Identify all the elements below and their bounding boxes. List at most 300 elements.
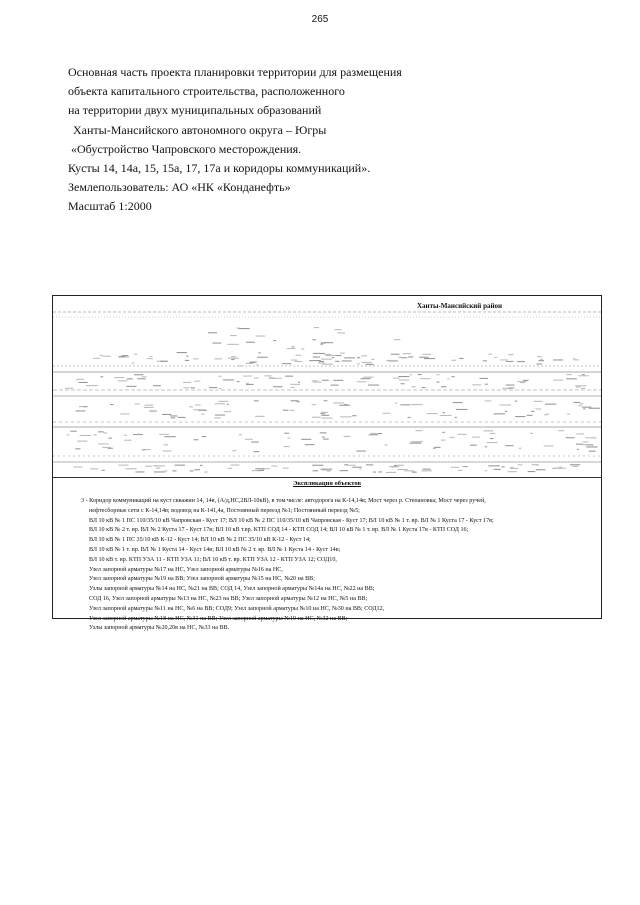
map-label-mark xyxy=(119,356,125,357)
map-label-mark xyxy=(337,332,345,333)
map-label-mark xyxy=(320,413,325,414)
map-label-mark xyxy=(389,466,399,467)
map-label-mark xyxy=(408,356,413,357)
map-label-mark xyxy=(227,344,239,345)
map-label-mark xyxy=(333,380,343,381)
map-label-mark xyxy=(312,404,316,405)
map-label-mark xyxy=(93,434,97,435)
map-label-mark xyxy=(208,332,217,333)
map-label-mark xyxy=(485,384,488,385)
map-label-mark xyxy=(132,363,135,364)
map-label-mark xyxy=(377,433,382,434)
map-label-mark xyxy=(530,433,533,434)
map-label-mark xyxy=(500,404,511,405)
map-label-mark xyxy=(145,405,154,406)
map-label-mark xyxy=(273,386,282,387)
map-label-mark xyxy=(415,441,423,442)
map-label-mark xyxy=(386,360,393,361)
map-label-mark xyxy=(120,413,129,414)
map-label-mark xyxy=(545,404,556,405)
map-label-mark xyxy=(228,468,232,469)
map-label-mark xyxy=(215,403,225,404)
heading-line: на территории двух муниципальных образований xyxy=(68,103,322,118)
map-label-mark xyxy=(291,400,299,401)
map-label-mark xyxy=(254,400,259,401)
map-label-mark xyxy=(373,472,376,473)
map-label-mark xyxy=(515,401,517,402)
map-label-mark xyxy=(536,363,542,364)
map-label-mark xyxy=(227,404,229,405)
map-label-mark xyxy=(567,414,570,415)
map-label-mark xyxy=(420,378,430,379)
map-label-mark xyxy=(423,469,431,470)
map-label-mark xyxy=(464,466,467,467)
map-label-mark xyxy=(508,387,514,388)
map-label-mark xyxy=(582,407,591,408)
map-label-mark xyxy=(118,465,128,466)
heading-line: Кусты 14, 14а, 15, 15а, 17, 17а и коридоры коммуникаций». xyxy=(68,161,371,176)
map-label-mark xyxy=(273,340,276,341)
map-label-mark xyxy=(313,382,322,383)
map-label-mark xyxy=(98,443,109,444)
map-label-mark xyxy=(574,359,579,360)
map-label-mark xyxy=(450,437,455,438)
map-label-mark xyxy=(321,412,328,413)
map-label-mark xyxy=(214,417,220,418)
map-label-mark xyxy=(194,381,197,382)
map-label-mark xyxy=(159,434,169,435)
map-label-mark xyxy=(237,365,244,366)
map-label-mark xyxy=(505,411,507,412)
map-label-mark xyxy=(576,387,580,388)
map-label-mark xyxy=(90,468,98,469)
map-label-mark xyxy=(412,472,417,473)
map-label-mark xyxy=(442,432,445,433)
map-label-mark xyxy=(583,408,585,409)
map-label-mark xyxy=(258,352,261,353)
map-label-mark xyxy=(292,346,295,347)
map-label-mark xyxy=(313,357,320,358)
map-label-mark xyxy=(251,442,259,443)
map-label-mark xyxy=(580,403,583,404)
map-label-mark xyxy=(320,432,327,433)
legend-line: ВЛ 10 кВ № 1 ПС 35/10 кВ К-12 - Куст 14; ВЛ 10 кВ № 2 ПС 35/10 кВ К-12 - Куст 14; xyxy=(89,537,311,544)
map-label-mark xyxy=(576,433,584,434)
map-label-mark xyxy=(233,450,237,451)
map-label-mark xyxy=(339,405,350,406)
map-label-mark xyxy=(197,381,200,382)
map-label-mark xyxy=(305,444,315,445)
map-label-mark xyxy=(488,354,492,355)
map-label-mark xyxy=(103,432,107,433)
map-label-mark xyxy=(135,403,140,404)
map-label-mark xyxy=(322,380,329,381)
map-label-mark xyxy=(424,358,435,359)
map-label-mark xyxy=(231,359,234,360)
map-label-mark xyxy=(544,445,554,446)
map-label-mark xyxy=(160,361,168,362)
map-label-mark xyxy=(102,470,105,471)
map-label-mark xyxy=(127,378,133,379)
map-label-mark xyxy=(110,404,114,405)
map-label-mark xyxy=(532,464,537,465)
map-label-mark xyxy=(218,376,221,377)
map-label-mark xyxy=(323,439,329,440)
map-label-mark xyxy=(361,355,367,356)
map-label-mark xyxy=(265,375,272,376)
map-label-mark xyxy=(575,385,586,386)
map-label-mark xyxy=(371,359,374,360)
map-label-mark xyxy=(378,471,382,472)
legend-line: Узел запорной арматуры №19 на ВВ; Узел запорной арматуры №15 на НС, №20 на ВВ; xyxy=(89,576,315,583)
map-label-mark xyxy=(218,401,228,402)
map-label-mark xyxy=(296,355,302,356)
map-label-mark xyxy=(238,328,249,329)
map-label-mark xyxy=(185,360,189,361)
map-label-mark xyxy=(322,469,327,470)
map-label-mark xyxy=(427,413,438,414)
map-label-mark xyxy=(366,364,374,365)
map-label-mark xyxy=(340,470,349,471)
map-label-mark xyxy=(255,468,264,469)
map-label-mark xyxy=(528,471,536,472)
planning-map xyxy=(53,296,601,478)
legend-line: ВЛ 10 кВ т. вр. КТП УЗА 11 - КТП УЗА 11; ВЛ 10 кВ т. вр. КТП УЗА 12 - КТП УЗА 12; СОД10, xyxy=(89,556,337,563)
map-label-mark xyxy=(153,385,161,386)
map-label-mark xyxy=(515,416,525,417)
map-label-mark xyxy=(589,451,596,452)
map-label-mark xyxy=(231,465,240,466)
map-label-mark xyxy=(494,469,501,470)
map-label-mark xyxy=(447,379,449,380)
map-label-mark xyxy=(410,374,412,375)
legend-body xyxy=(81,497,591,634)
map-label-mark xyxy=(472,384,481,385)
map-label-mark xyxy=(219,388,221,389)
map-label-mark xyxy=(422,387,426,388)
map-label-mark xyxy=(320,344,323,345)
legend-line: Узел запорной арматуры №17 на НС, Узел запорной арматуры №16 на НС, xyxy=(89,566,283,573)
map-label-mark xyxy=(291,387,295,388)
map-label-mark xyxy=(256,336,265,337)
map-label-mark xyxy=(403,353,406,354)
map-label-mark xyxy=(419,357,429,358)
map-label-mark xyxy=(494,357,497,358)
map-label-mark xyxy=(224,411,231,412)
map-label-mark xyxy=(352,415,357,416)
map-label-mark xyxy=(506,361,513,362)
map-label-mark xyxy=(309,360,321,361)
map-label-mark xyxy=(459,358,463,359)
map-label-mark xyxy=(357,357,360,358)
map-label-mark xyxy=(76,379,84,380)
map-label-mark xyxy=(458,470,463,471)
map-label-mark xyxy=(386,472,396,473)
map-label-mark xyxy=(502,466,505,467)
map-label-mark xyxy=(193,358,198,359)
map-label-mark xyxy=(483,360,487,361)
map-label-mark xyxy=(257,357,268,358)
map-label-mark xyxy=(183,382,191,383)
map-label-mark xyxy=(324,342,334,343)
map-label-mark xyxy=(313,470,318,471)
map-label-mark xyxy=(393,378,400,379)
map-label-mark xyxy=(411,404,423,405)
map-label-mark xyxy=(144,407,154,408)
map-label-mark xyxy=(124,435,127,436)
map-label-mark xyxy=(175,465,185,466)
map-label-mark xyxy=(401,383,405,384)
map-label-mark xyxy=(505,445,513,446)
map-label-mark xyxy=(453,402,463,403)
map-label-mark xyxy=(322,437,325,438)
map-label-mark xyxy=(581,388,586,389)
map-label-mark xyxy=(344,436,351,437)
heading-line: Масштаб 1:2000 xyxy=(68,199,152,214)
map-label-mark xyxy=(537,356,542,357)
map-label-mark xyxy=(137,378,145,379)
map-label-mark xyxy=(154,411,157,412)
map-label-mark xyxy=(287,348,296,349)
map-label-mark xyxy=(441,386,447,387)
map-label-mark xyxy=(126,386,136,387)
map-label-mark xyxy=(213,343,222,344)
map-label-mark xyxy=(321,359,332,360)
map-label-mark xyxy=(243,376,252,377)
legend-line: Узлы запорной арматуры №14 на НС, №21 на ВВ; СОД 14, Узел запорной арматуры №14а на НС, №22 на ВВ; xyxy=(89,586,375,593)
map-label-mark xyxy=(191,387,195,388)
map-label-mark xyxy=(86,385,98,386)
map-label-mark xyxy=(201,414,204,415)
map-label-mark xyxy=(284,433,289,434)
map-label-mark xyxy=(297,401,300,402)
map-label-mark xyxy=(75,448,80,449)
map-label-mark xyxy=(313,353,325,354)
map-label-mark xyxy=(570,464,580,465)
map-label-mark xyxy=(322,418,333,419)
map-label-mark xyxy=(326,470,331,471)
map-label-mark xyxy=(436,382,439,383)
legend-line: Узел запорной арматуры №11 на НС, №6 на ВВ; СОД9; Узел запорной арматуры №10 на НС, №30 на ВВ; СОД12, xyxy=(89,605,385,612)
document-heading xyxy=(68,63,588,217)
map-label-mark xyxy=(443,412,446,413)
map-label-mark xyxy=(228,358,239,359)
map-label-mark xyxy=(422,354,431,355)
map-label-mark xyxy=(347,465,355,466)
map-label-mark xyxy=(256,364,258,365)
map-label-mark xyxy=(137,434,140,435)
map-label-mark xyxy=(416,430,423,431)
map-label-mark xyxy=(245,439,253,440)
map-label-mark xyxy=(246,383,249,384)
map-label-mark xyxy=(344,464,348,465)
map-label-mark xyxy=(508,354,513,355)
map-label-mark xyxy=(162,414,172,415)
map-label-mark xyxy=(100,355,103,356)
map-label-mark xyxy=(572,466,578,467)
map-label-mark xyxy=(536,469,546,470)
legend-line: Узлы запорной арматуры №20,20в на НС, №33 на ВВ. xyxy=(89,625,230,632)
map-label-mark xyxy=(519,448,522,449)
map-label-mark xyxy=(209,387,217,388)
map-label-mark xyxy=(186,356,188,357)
map-label-mark xyxy=(397,469,407,470)
map-label-mark xyxy=(77,441,87,442)
map-label-mark xyxy=(200,465,203,466)
map-label-mark xyxy=(356,451,365,452)
map-label-mark xyxy=(586,446,597,447)
map-label-mark xyxy=(418,374,422,375)
map-label-mark xyxy=(401,357,408,358)
map-label-mark xyxy=(164,436,175,437)
map-label-mark xyxy=(404,470,414,471)
map-label-mark xyxy=(274,378,282,379)
map-label-mark xyxy=(577,449,579,450)
map-label-mark xyxy=(290,410,295,411)
map-label-mark xyxy=(527,415,533,416)
map-label-mark xyxy=(576,444,583,445)
map-label-mark xyxy=(582,374,585,375)
map-label-mark xyxy=(154,471,165,472)
map-label-mark xyxy=(254,451,260,452)
planning-map-frame xyxy=(52,295,602,632)
map-label-mark xyxy=(134,354,138,355)
map-label-mark xyxy=(214,358,222,359)
map-label-mark xyxy=(331,385,339,386)
map-label-mark xyxy=(237,381,240,382)
map-label-mark xyxy=(363,377,373,378)
map-label-mark xyxy=(368,385,379,386)
map-label-mark xyxy=(246,363,254,364)
map-label-mark xyxy=(333,402,344,403)
map-label-mark xyxy=(312,417,321,418)
map-label-mark xyxy=(472,437,480,438)
map-label-mark xyxy=(134,374,144,375)
heading-line: Основная часть проекта планировки территории для размещения xyxy=(68,65,402,79)
map-label-mark xyxy=(121,355,128,356)
map-label-mark xyxy=(125,468,136,469)
map-label-mark xyxy=(485,446,487,447)
map-label-mark xyxy=(451,376,454,377)
map-label-mark xyxy=(231,356,236,357)
map-label-mark xyxy=(335,355,341,356)
map-label-mark xyxy=(83,406,86,407)
map-label-mark xyxy=(171,417,175,418)
map-label-mark xyxy=(156,468,160,469)
map-label-mark xyxy=(195,404,201,405)
map-label-mark xyxy=(480,378,489,379)
map-label-mark xyxy=(383,413,391,414)
map-label-mark xyxy=(114,377,124,378)
legend-line: ВЛ 10 кВ № 1 т. вр. ВЛ № 1 Куста 14 - Куст 14в; ВЛ 10 кВ № 2 т. вр. ВЛ № 1 Куста 14 - Куст 14в; xyxy=(89,546,341,553)
map-label-mark xyxy=(582,444,589,445)
map-label-mark xyxy=(394,465,397,466)
map-label-mark xyxy=(246,384,254,385)
map-label-mark xyxy=(410,443,421,444)
map-label-mark xyxy=(433,448,436,449)
map-label-mark xyxy=(485,400,492,401)
map-label-mark xyxy=(583,441,589,442)
map-label-mark xyxy=(237,328,240,329)
map-label-mark xyxy=(326,355,336,356)
map-label-mark xyxy=(483,430,493,431)
map-label-mark xyxy=(190,470,194,471)
map-label-mark xyxy=(335,361,339,362)
map-label-mark xyxy=(271,466,277,467)
map-label-mark xyxy=(540,359,543,360)
map-label-mark xyxy=(546,414,549,415)
map-label-mark xyxy=(335,329,342,330)
map-label-mark xyxy=(357,363,360,364)
map-label-mark xyxy=(559,467,562,468)
map-label-mark xyxy=(552,468,562,469)
map-label-marks xyxy=(65,327,600,473)
map-label-mark xyxy=(371,433,377,434)
map-label-mark xyxy=(452,360,457,361)
map-label-mark xyxy=(142,449,145,450)
map-label-mark xyxy=(558,430,564,431)
legend-line: нефтесборные сети с К-14,14в; водовод на К-141,4а, Постоянный переезд №1; Постоянный переезд №5; xyxy=(89,507,360,514)
map-label-mark xyxy=(79,382,88,383)
map-label-mark xyxy=(384,445,387,446)
map-label-mark xyxy=(440,415,452,416)
map-label-mark xyxy=(223,379,234,380)
map-label-mark xyxy=(102,447,111,448)
map-label-mark xyxy=(269,378,274,379)
map-label-mark xyxy=(189,406,193,407)
map-label-mark xyxy=(344,357,355,358)
map-label-mark xyxy=(523,380,529,381)
map-label-mark xyxy=(287,438,290,439)
map-label-mark xyxy=(400,404,410,405)
map-label-mark xyxy=(456,409,468,410)
map-label-mark xyxy=(290,384,300,385)
map-label-mark xyxy=(322,415,330,416)
map-label-mark xyxy=(332,357,334,358)
map-label-mark xyxy=(470,445,477,446)
map-label-mark xyxy=(359,469,361,470)
map-label-mark xyxy=(361,378,371,379)
map-label-mark xyxy=(145,466,152,467)
map-label-mark xyxy=(322,364,333,365)
map-label-mark xyxy=(531,411,534,412)
map-label-mark xyxy=(124,440,131,441)
map-drawing xyxy=(53,296,601,477)
map-label-mark xyxy=(154,465,165,466)
map-label-mark xyxy=(314,327,319,328)
map-label-mark xyxy=(391,354,400,355)
map-label-mark xyxy=(585,437,596,438)
map-label-mark xyxy=(108,438,112,439)
map-label-mark xyxy=(177,352,187,353)
map-label-mark xyxy=(215,415,225,416)
map-label-mark xyxy=(421,470,432,471)
map-label-mark xyxy=(506,385,515,386)
region-label: Ханты-Мансийский район xyxy=(417,302,503,310)
map-label-mark xyxy=(324,354,331,355)
map-label-mark xyxy=(80,435,91,436)
map-label-mark xyxy=(408,417,411,418)
map-label-mark xyxy=(398,357,401,358)
map-label-mark xyxy=(318,362,324,363)
map-label-mark xyxy=(184,387,190,388)
map-label-mark xyxy=(144,449,150,450)
map-label-mark xyxy=(395,403,397,404)
legend-title: Экспликация объектов xyxy=(292,480,361,487)
map-label-mark xyxy=(510,468,518,469)
map-label-mark xyxy=(301,348,304,349)
map-label-mark xyxy=(73,467,82,468)
